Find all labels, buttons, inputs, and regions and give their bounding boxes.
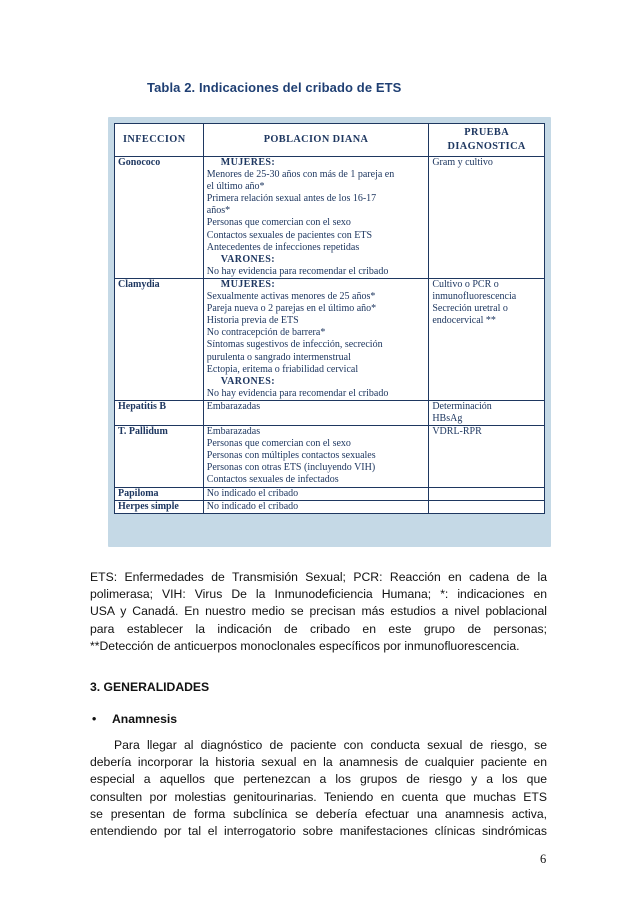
population-line: Menores de 25-30 años con más de 1 pareja en — [206, 169, 395, 181]
population-line: purulenta o sangrado intermenstrual — [206, 351, 351, 363]
test-line: Secreción uretral o — [432, 303, 508, 315]
header-prueba-line1: PRUEBA — [464, 127, 510, 138]
population-line: Embarazadas — [206, 426, 261, 438]
table-caption — [90, 569, 547, 655]
test-line: inmunofluorescencia — [432, 291, 517, 303]
test-line: Determinación — [432, 400, 492, 412]
population-line: Antecedentes de infecciones repetidas — [206, 241, 360, 253]
population-line: Personas que comercian con el sexo — [206, 438, 351, 450]
caption-line: **Detección de anticuerpos monoclonales específicos por inmunofluorescencia. — [90, 638, 520, 653]
population-cell — [203, 426, 429, 487]
population-cell — [203, 157, 429, 279]
population-line: No hay evidencia para recomendar el cribado — [206, 387, 389, 399]
infection-cell: Clamydia — [115, 278, 204, 400]
infection-cell: T. Pallidum — [115, 426, 204, 487]
group-label: MUJERES: — [220, 157, 276, 168]
table-row — [115, 500, 545, 513]
population-line: Pareja nueva o 2 parejas en el último año* — [206, 303, 377, 315]
population-line: No contracepción de barrera* — [206, 327, 326, 339]
test-line: HBsAg — [432, 412, 463, 424]
population-line: Contactos sexuales de infectados — [206, 474, 339, 486]
infection-cell: Herpes simple — [115, 500, 204, 513]
test-cell — [429, 426, 545, 487]
paragraph-line: especial a aquellos que pertenezcan a los grupos de riesgo y a los que — [90, 772, 547, 787]
section-heading: 3. GENERALIDADES — [90, 680, 210, 694]
group-label: VARONES: — [220, 375, 275, 387]
test-line: VDRL-RPR — [432, 426, 482, 438]
header-infeccion: INFECCION — [115, 124, 204, 157]
test-line: Cultivo o PCR o — [432, 278, 499, 290]
test-line: endocervical ** — [432, 315, 496, 327]
population-line: años* — [206, 205, 231, 217]
table-row — [115, 157, 545, 279]
paragraph-line: debería incorporar la historia sexual en la anamnesis de cualquier paciente en — [90, 755, 547, 770]
population-line: Primera relación sexual antes de los 16-17 — [206, 193, 377, 205]
caption-line: ETS: Enfermedades de Transmisión Sexual; PCR: Reacción en cadena de la — [90, 570, 547, 584]
infection-cell: Hepatitis B — [115, 400, 204, 425]
table-row — [115, 278, 545, 400]
body-paragraph — [90, 737, 547, 840]
population-line: No indicado el cribado — [206, 500, 299, 512]
paragraph-line: consulten por molestias genitourinarias. Teniendo en cuenta que muchas ETS — [90, 789, 547, 804]
population-line: Personas con múltiples contactos sexuales — [206, 450, 376, 462]
population-line: Síntomas sugestivos de infección, secreción — [206, 339, 383, 351]
test-line: Gram y cultivo — [432, 157, 493, 168]
infection-cell: Gonococo — [115, 157, 204, 279]
table-header-row — [115, 124, 545, 157]
table-title: Tabla 2. Indicaciones del cribado de ETS — [147, 80, 402, 95]
table-row — [115, 487, 545, 500]
population-line: Personas que comercian con el sexo — [206, 217, 351, 229]
population-line: No hay evidencia para recomendar el cribado — [206, 265, 389, 277]
page-number: 6 — [540, 852, 547, 866]
test-cell — [429, 278, 545, 400]
test-cell — [429, 487, 545, 500]
population-cell — [203, 400, 429, 425]
paragraph-line: Para llegar al diagnóstico de paciente con conducta sexual de riesgo, se — [114, 738, 547, 752]
header-poblacion: POBLACION DIANA — [203, 124, 429, 157]
bullet-icon: • — [92, 712, 97, 726]
bullet-label: Anamnesis — [112, 712, 178, 726]
test-cell — [429, 157, 545, 279]
table-row — [115, 426, 545, 487]
paragraph-line: se presentan de forma subclínica se debería efectuar una anamnesis activa, — [90, 806, 547, 821]
group-label: MUJERES: — [220, 278, 276, 290]
caption-line: USA y Canadá. En nuestro medio se precisan más estudios a nivel poblacional — [90, 604, 547, 619]
table-row — [115, 400, 545, 425]
population-line: Ectopia, eritema o friabilidad cervical — [206, 363, 359, 375]
population-line: Contactos sexuales de pacientes con ETS — [206, 229, 373, 241]
population-line: Personas con otras ETS (incluyendo VIH) — [206, 462, 376, 474]
population-cell — [203, 500, 429, 513]
header-prueba-line2: DIAGNOSTICA — [447, 141, 526, 152]
test-cell — [429, 400, 545, 425]
bullet-item — [92, 712, 177, 726]
population-line: el último año* — [206, 181, 265, 193]
population-line: Historia previa de ETS — [206, 315, 299, 327]
infection-cell: Papiloma — [115, 487, 204, 500]
population-line: Embarazadas — [206, 400, 261, 412]
population-line: Sexualmente activas menores de 25 años* — [206, 291, 376, 303]
caption-line: para establecer la indicación de cribado en este grupo de personas; — [90, 621, 547, 636]
screening-table — [114, 123, 545, 514]
caption-line: polimerasa; VIH: Virus De la Inmunodeficiencia Humana; *: indicaciones en — [90, 587, 547, 602]
group-label: VARONES: — [220, 253, 275, 265]
population-cell — [203, 278, 429, 400]
population-cell — [203, 487, 429, 500]
header-prueba — [429, 124, 545, 157]
paragraph-line: entendiendo por tal el interrogatorio sobre manifestaciones clínicas sindrómicas — [90, 824, 547, 839]
population-line: No indicado el cribado — [206, 487, 299, 499]
test-cell — [429, 500, 545, 513]
